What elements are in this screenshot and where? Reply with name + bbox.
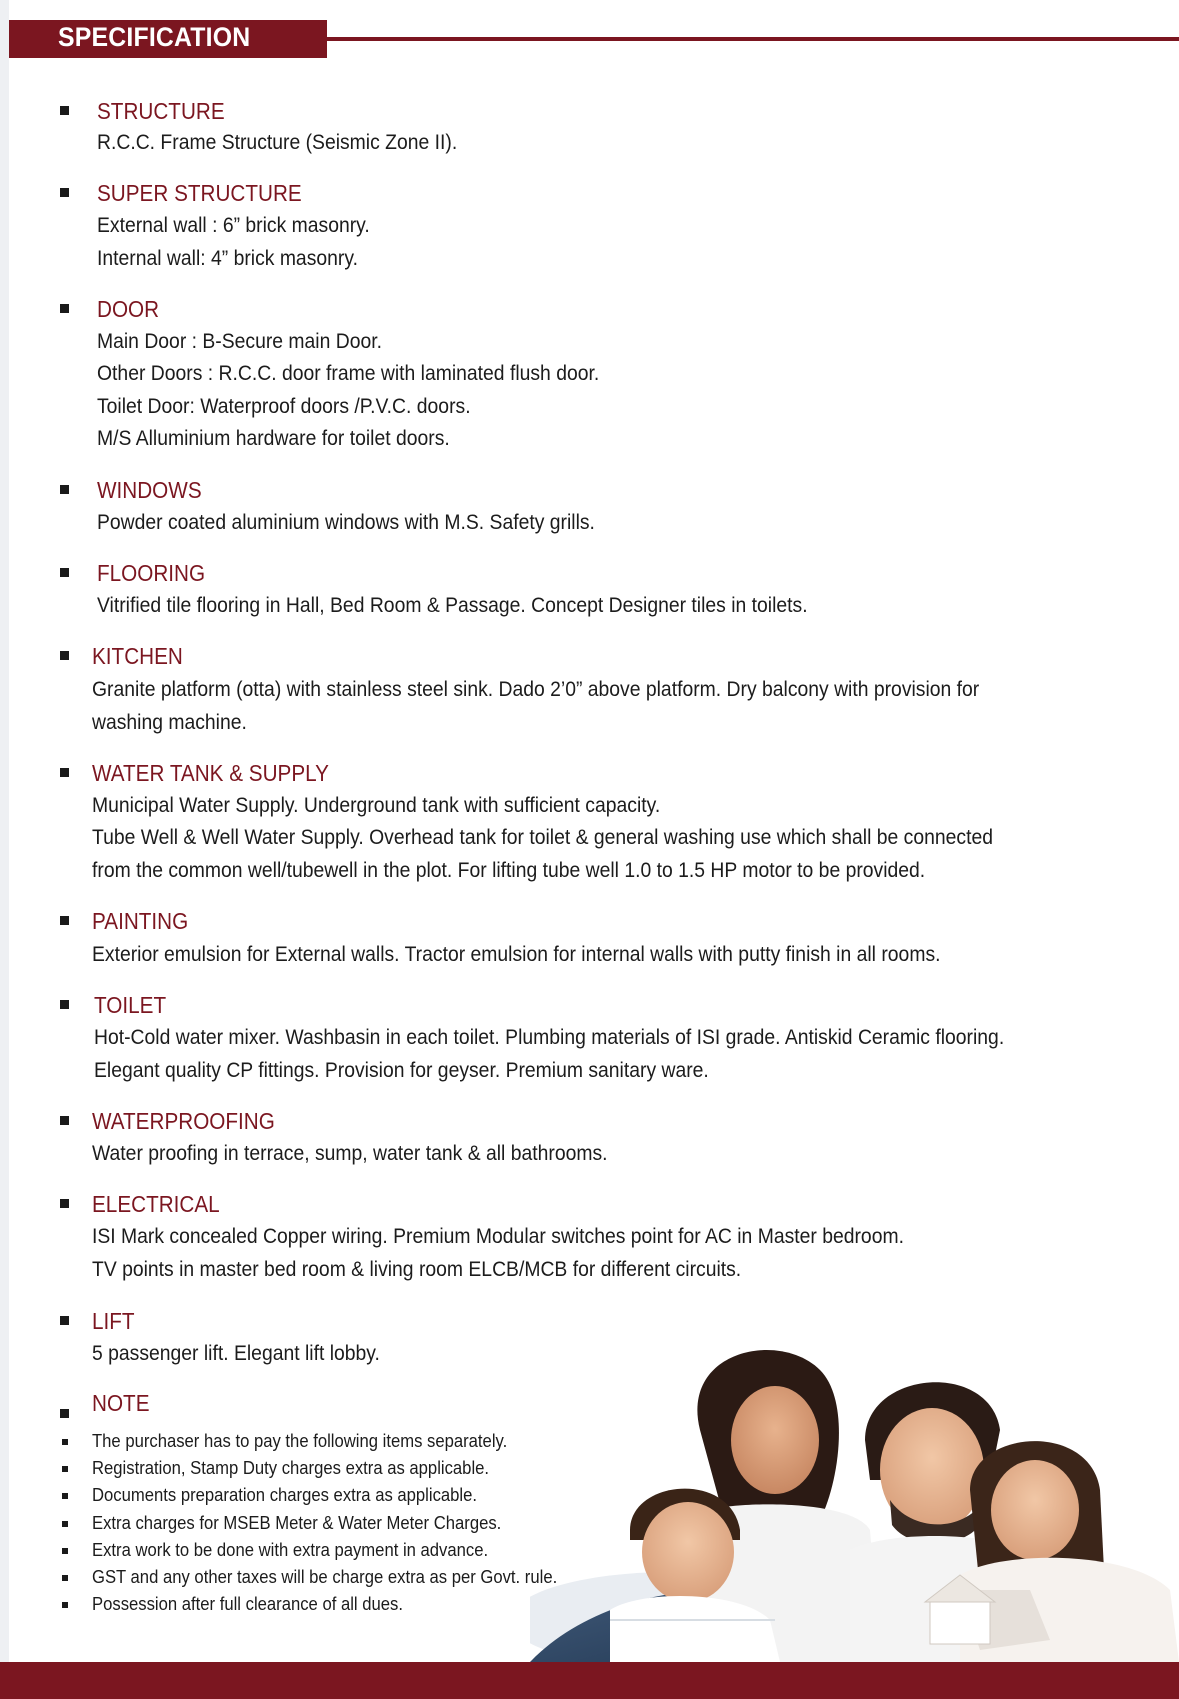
section-heading: DOOR [97,296,160,322]
note-item: Documents preparation charges extra as applicable. [92,1484,478,1505]
note-item: Possession after full clearance of all dues. [92,1593,403,1614]
section-line: External wall : 6” brick masonry. [97,213,370,237]
section-bullet [60,568,69,577]
note-heading: NOTE [92,1390,150,1416]
section-bullet [60,916,69,925]
section-bullet [60,304,69,313]
note-item: Registration, Stamp Duty charges extra as applicable. [92,1457,490,1478]
section-line: Toilet Door: Waterproof doors /P.V.C. doors. [97,394,471,418]
section-bullet [60,1199,69,1208]
note-heading-bullet [60,1409,69,1418]
note-item: Extra charges for MSEB Meter & Water Meter Charges. [92,1512,502,1533]
family-photo [530,1290,1179,1662]
note-item-bullet [62,1575,68,1581]
section-heading: SUPER STRUCTURE [97,180,302,206]
section-line: ISI Mark concealed Copper wiring. Premium Modular switches point for AC in Master bedroom. [92,1224,904,1248]
section-bullet [60,106,69,115]
page-edge-strip [0,0,9,1699]
section-line: Powder coated aluminium windows with M.S. Safety grills. [97,510,595,534]
section-heading: LIFT [92,1308,135,1334]
section-heading: WATERPROOFING [92,1108,275,1134]
section-line: Vitrified tile flooring in Hall, Bed Room & Passage. Concept Designer tiles in toilets. [97,593,808,617]
section-bullet [60,768,69,777]
section-line: Internal wall: 4” brick masonry. [97,246,358,270]
note-item-bullet [62,1548,68,1554]
section-line: Other Doors : R.C.C. door frame with laminated flush door. [97,361,600,385]
section-line: Elegant quality CP fittings. Provision for geyser. Premium sanitary ware. [94,1058,709,1082]
section-bullet [60,1116,69,1125]
section-heading: STRUCTURE [97,98,225,124]
section-line: Main Door : B-Secure main Door. [97,329,382,353]
section-line: Exterior emulsion for External walls. Tractor emulsion for internal walls with putty finish in all rooms. [92,942,941,966]
section-line: Tube Well & Well Water Supply. Overhead tank for toilet & general washing use which shall be connected [92,825,993,849]
section-heading: WATER TANK & SUPPLY [92,760,329,786]
footer-banner [0,1662,1179,1699]
page-title: SPECIFICATION [58,22,251,52]
section-heading: ELECTRICAL [92,1191,220,1217]
header-rule [327,37,1179,41]
section-heading: KITCHEN [92,643,183,669]
section-bullet [60,1316,69,1325]
section-bullet [60,651,69,660]
note-item: GST and any other taxes will be charge extra as per Govt. rule. [92,1566,558,1587]
section-bullet [60,188,69,197]
section-heading: WINDOWS [97,477,202,503]
section-line: washing machine. [92,710,247,734]
section-line: Hot-Cold water mixer. Washbasin in each toilet. Plumbing materials of ISI grade. Antiskid Ceramic flooring. [94,1025,1005,1049]
section-line: Municipal Water Supply. Underground tank with sufficient capacity. [92,793,661,817]
note-item: The purchaser has to pay the following items separately. [92,1430,508,1451]
section-line: Water proofing in terrace, sump, water tank & all bathrooms. [92,1141,608,1165]
section-bullet [60,485,69,494]
note-item-bullet [62,1521,68,1527]
section-heading: PAINTING [92,908,189,934]
section-line: 5 passenger lift. Elegant lift lobby. [92,1341,380,1365]
section-line: R.C.C. Frame Structure (Seismic Zone II). [97,130,458,154]
section-line: Granite platform (otta) with stainless steel sink. Dado 2’0” above platform. Dry balcony with provision for [92,677,980,701]
section-bullet [60,1000,69,1009]
section-line: M/S Alluminium hardware for toilet doors. [97,426,450,450]
section-line: TV points in master bed room & living room ELCB/MCB for different circuits. [92,1257,742,1281]
section-heading: FLOORING [97,560,206,586]
section-heading: TOILET [94,992,167,1018]
note-item: Extra work to be done with extra payment in advance. [92,1539,489,1560]
note-item-bullet [62,1439,68,1445]
note-item-bullet [62,1466,68,1472]
note-item-bullet [62,1493,68,1499]
note-item-bullet [62,1602,68,1608]
section-line: from the common well/tubewell in the plot. For lifting tube well 1.0 to 1.5 HP motor to be provided. [92,858,926,882]
